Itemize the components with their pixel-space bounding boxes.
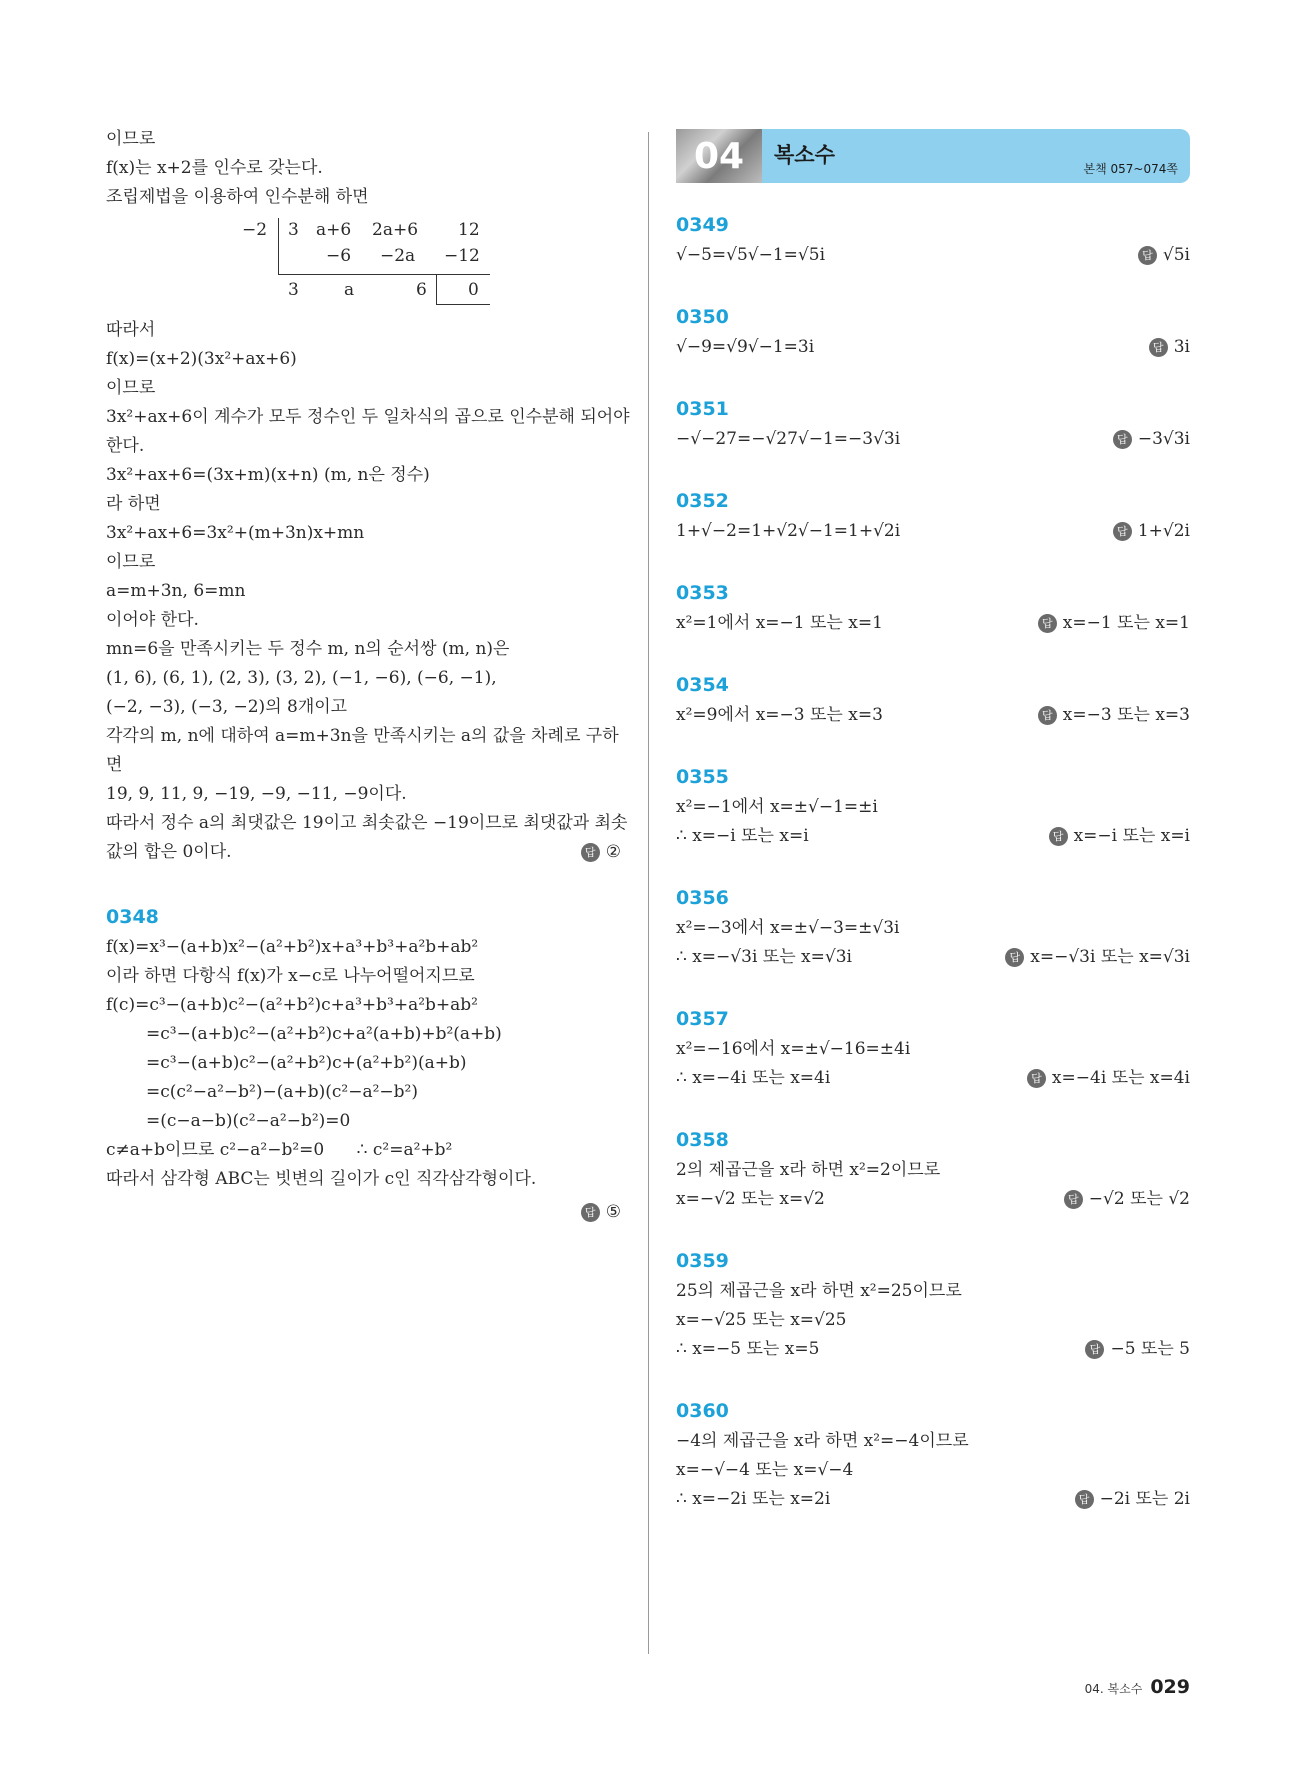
problem-number: 0358: [676, 1129, 729, 1151]
text-line: f(x)는 x+2를 인수로 갖는다.: [106, 158, 323, 178]
problem-number: 0356: [676, 887, 729, 909]
answer-row: [676, 822, 1190, 851]
text-line: mn=6을 만족시키는 두 정수 m, n의 순서쌍 (m, n)은: [106, 639, 510, 659]
answer-value: −3√3i: [1137, 429, 1190, 449]
text-line: =(c−a−b)(c²−a²−b²)=0: [146, 1111, 351, 1131]
answer-row: [106, 1198, 621, 1227]
text-line: √−9=√9√−1=3i: [676, 337, 815, 357]
answer-row: [676, 701, 1190, 730]
answer-value: x=−i 또는 x=i: [1073, 826, 1190, 846]
problem-number: 0349: [676, 214, 729, 236]
answer-row: [676, 517, 1190, 546]
problem-number: 0352: [676, 490, 729, 512]
text-line: x²=9에서 x=−3 또는 x=3: [676, 705, 883, 725]
text-row: [676, 1306, 1190, 1335]
problem-0349: [676, 211, 1190, 270]
text-line: x²=−1에서 x=±√−1=±i: [676, 797, 878, 817]
text-line: 이라 하면 다항식 f(x)가 x−c로 나누어떨어지므로: [106, 966, 475, 986]
answer-row: [676, 1064, 1190, 1093]
synth-cell: −6: [326, 246, 352, 266]
problem-0354: [676, 671, 1190, 730]
text-row: [676, 1456, 1190, 1485]
problem-number: 0350: [676, 306, 729, 328]
answer-row: [676, 609, 1190, 638]
answer: [1038, 609, 1190, 638]
text-line: 2의 제곱근을 x라 하면 x²=2이므로: [676, 1160, 941, 1180]
answer: [1038, 701, 1190, 730]
answer-value: −5 또는 5: [1110, 1339, 1190, 1359]
answer: [1005, 943, 1190, 972]
text-line: 조립제법을 이용하여 인수분해 하면: [106, 187, 369, 207]
text-line: x²=−3에서 x=±√−3=±√3i: [676, 918, 900, 938]
answer-badge-icon: 답: [1085, 1340, 1104, 1359]
left-solution-lines: [106, 316, 630, 867]
text-line: 이므로: [106, 129, 156, 149]
answer-value: √5i: [1162, 245, 1190, 265]
text-line: =c(c²−a²−b²)−(a+b)(c²−a²−b²): [146, 1082, 419, 1102]
page-number: 029: [1150, 1676, 1190, 1698]
answer-value: x=−√3i 또는 x=√3i: [1030, 947, 1190, 967]
text-line: 따라서 삼각형 ABC는 빗변의 길이가 c인 직각삼각형이다.: [106, 1169, 537, 1189]
answer-value: x=−4i 또는 x=4i: [1051, 1068, 1190, 1088]
text-line: x²=1에서 x=−1 또는 x=1: [676, 613, 883, 633]
synth-remainder-hline: [436, 304, 490, 305]
synth-cell: 3: [288, 280, 299, 300]
synth-cell: 2a+6: [372, 220, 419, 240]
text-line: =c³−(a+b)c²−(a²+b²)c+(a²+b²)(a+b): [146, 1053, 467, 1073]
text-line: 19, 9, 11, 9, −19, −9, −11, −9이다.: [106, 784, 407, 804]
synth-cell: a: [344, 280, 355, 300]
text-line: ∴ x=−2i 또는 x=2i: [676, 1489, 831, 1509]
answer-badge-icon: 답: [581, 843, 600, 862]
text-line: (1, 6), (6, 1), (2, 3), (3, 2), (−1, −6), (−6, −1),: [106, 668, 497, 688]
text-row: [676, 914, 1190, 943]
text-line: 이므로: [106, 552, 156, 572]
problem-0357: [676, 1005, 1190, 1093]
text-line: 따라서: [106, 320, 156, 340]
footer-chapter: 04. 복소수: [1084, 1682, 1143, 1696]
text-line: x²=−16에서 x=±√−16=±4i: [676, 1039, 911, 1059]
column-divider: [648, 132, 649, 1654]
synth-cell: −12: [444, 246, 480, 266]
answer-badge-icon: 답: [1113, 522, 1132, 541]
problem-number: 0359: [676, 1250, 729, 1272]
text-line: x=−√25 또는 x=√25: [676, 1310, 847, 1330]
text-line: a=m+3n, 6=mn: [106, 581, 246, 601]
answer-value: ⑤: [605, 1202, 621, 1222]
synth-remainder: 0: [468, 280, 479, 300]
text-line: 따라서 정수 a의 최댓값은 19이고 최솟값은 −19이므로 최댓값과 최솟: [106, 813, 628, 833]
problem-number: 0351: [676, 398, 729, 420]
answer-badge-icon: 답: [1149, 338, 1168, 357]
problem-list: [676, 211, 1190, 1514]
text-line: =c³−(a+b)c²−(a²+b²)c+a²(a+b)+b²(a+b): [146, 1024, 502, 1044]
text-line: 한다.: [106, 436, 145, 456]
synth-remainder-vline: [436, 274, 437, 304]
text-row: [676, 1427, 1190, 1456]
text-line: x=−√−4 또는 x=√−4: [676, 1460, 854, 1480]
synth-vertical-line: [278, 218, 279, 274]
problem-0360: [676, 1397, 1190, 1514]
problem-0351: [676, 395, 1190, 454]
text-line: 3x²+ax+6=3x²+(m+3n)x+mn: [106, 523, 365, 543]
answer-value: x=−1 또는 x=1: [1062, 613, 1190, 633]
problem-number: 0357: [676, 1008, 729, 1030]
answer-value: 3i: [1173, 337, 1190, 357]
answer: [1138, 241, 1190, 270]
problem-0348: [106, 903, 621, 1227]
chapter-number-badge: 04: [676, 129, 762, 183]
answer-row: [676, 425, 1190, 454]
page-footer: [1085, 1676, 1190, 1698]
chapter-page-reference: 본책 057~074쪽: [1083, 162, 1178, 176]
left-top-lines: [106, 125, 621, 212]
answer-badge-icon: 답: [1075, 1490, 1094, 1509]
answer-badge-icon: 답: [1038, 614, 1057, 633]
text-line: −4의 제곱근을 x라 하면 x²=−4이므로: [676, 1431, 969, 1451]
synth-cell: −2a: [380, 246, 416, 266]
problem-number: 0348: [106, 906, 159, 928]
answer: [1149, 333, 1190, 362]
text-line: 25의 제곱근을 x라 하면 x²=25이므로: [676, 1281, 962, 1301]
chapter-title: 복소수: [774, 143, 835, 167]
synth-cell: a+6: [316, 220, 352, 240]
answer-row: [106, 838, 621, 867]
text-line: ∴ x=−5 또는 x=5: [676, 1339, 820, 1359]
text-line: 3x²+ax+6=(3x+m)(x+n) (m, n은 정수): [106, 465, 430, 485]
text-line: ∴ x=−i 또는 x=i: [676, 826, 809, 846]
answer-value: −√2 또는 √2: [1088, 1189, 1190, 1209]
synth-cell: 12: [458, 220, 480, 240]
problem-number: 0360: [676, 1400, 729, 1422]
synth-divisor: −2: [242, 220, 268, 240]
text-line: 1+√−2=1+√2√−1=1+√2i: [676, 521, 901, 541]
answer-value: 1+√2i: [1137, 521, 1190, 541]
answer: [1113, 425, 1190, 454]
text-line: 이므로: [106, 378, 156, 398]
problem-number: 0355: [676, 766, 729, 788]
answer-badge-icon: 답: [1005, 948, 1024, 967]
text-row: [676, 793, 1190, 822]
text-row: [676, 1035, 1190, 1064]
answer: [1064, 1185, 1190, 1214]
text-line: c≠a+b이므로 c²−a²−b²=0 ∴ c²=a²+b²: [106, 1140, 453, 1160]
answer-value: −2i 또는 2i: [1099, 1489, 1190, 1509]
problem-0359: [676, 1247, 1190, 1364]
answer: [581, 838, 621, 867]
synth-horizontal-line: [278, 274, 490, 275]
answer: [1049, 822, 1190, 851]
text-line: 3x²+ax+6이 계수가 모두 정수인 두 일차식의 곱으로 인수분해 되어야: [106, 407, 630, 427]
answer-row: [676, 241, 1190, 270]
answer-badge-icon: 답: [581, 1203, 600, 1222]
answer-badge-icon: 답: [1038, 706, 1057, 725]
text-row: [676, 1277, 1190, 1306]
answer-badge-icon: 답: [1027, 1069, 1046, 1088]
answer-row: [676, 333, 1190, 362]
text-line: x=−√2 또는 x=√2: [676, 1189, 825, 1209]
chapter-header: [676, 129, 1190, 183]
text-line: 각각의 m, n에 대하여 a=m+3n을 만족시키는 a의 값을 차례로 구하: [106, 726, 619, 746]
text-line: −√−27=−√27√−1=−3√3i: [676, 429, 901, 449]
problem-0355: [676, 763, 1190, 851]
problem-0350: [676, 303, 1190, 362]
answer-value: ②: [605, 842, 621, 862]
answer: [1027, 1064, 1190, 1093]
text-line: f(x)=x³−(a+b)x²−(a²+b²)x+a³+b³+a²b+ab²: [106, 937, 479, 957]
text-line: 이어야 한다.: [106, 610, 199, 630]
problem-0356: [676, 884, 1190, 972]
answer-row: [676, 943, 1190, 972]
text-line: √−5=√5√−1=√5i: [676, 245, 826, 265]
synthetic-division: [106, 218, 621, 308]
text-line: 라 하면: [106, 494, 161, 514]
text-line: f(x)=(x+2)(3x²+ax+6): [106, 349, 297, 369]
problem-0358: [676, 1126, 1190, 1214]
synth-cell: 3: [288, 220, 299, 240]
answer: [1113, 517, 1190, 546]
answer: [581, 1198, 621, 1227]
text-line: (−2, −3), (−3, −2)의 8개이고: [106, 697, 348, 717]
text-line: 값의 합은 0이다.: [106, 842, 232, 862]
answer-badge-icon: 답: [1064, 1190, 1083, 1209]
problem-number: 0353: [676, 582, 729, 604]
answer-value: x=−3 또는 x=3: [1062, 705, 1190, 725]
answer: [1075, 1485, 1190, 1514]
left-column: [106, 125, 630, 1263]
answer: [1085, 1335, 1190, 1364]
problem-0352: [676, 487, 1190, 546]
text-row: [676, 1156, 1190, 1185]
text-line: ∴ x=−4i 또는 x=4i: [676, 1068, 831, 1088]
right-column: [676, 211, 1190, 1547]
problem-number: 0354: [676, 674, 729, 696]
text-line: ∴ x=−√3i 또는 x=√3i: [676, 947, 852, 967]
answer-row: [676, 1335, 1190, 1364]
problem-0353: [676, 579, 1190, 638]
answer-row: [676, 1185, 1190, 1214]
answer-badge-icon: 답: [1113, 430, 1132, 449]
answer-badge-icon: 답: [1049, 827, 1068, 846]
synth-cell: 6: [416, 280, 427, 300]
answer-row: [676, 1485, 1190, 1514]
text-line: 면: [106, 755, 123, 775]
answer-badge-icon: 답: [1138, 246, 1157, 265]
text-line: f(c)=c³−(a+b)c²−(a²+b²)c+a³+b³+a²b+ab²: [106, 995, 478, 1015]
